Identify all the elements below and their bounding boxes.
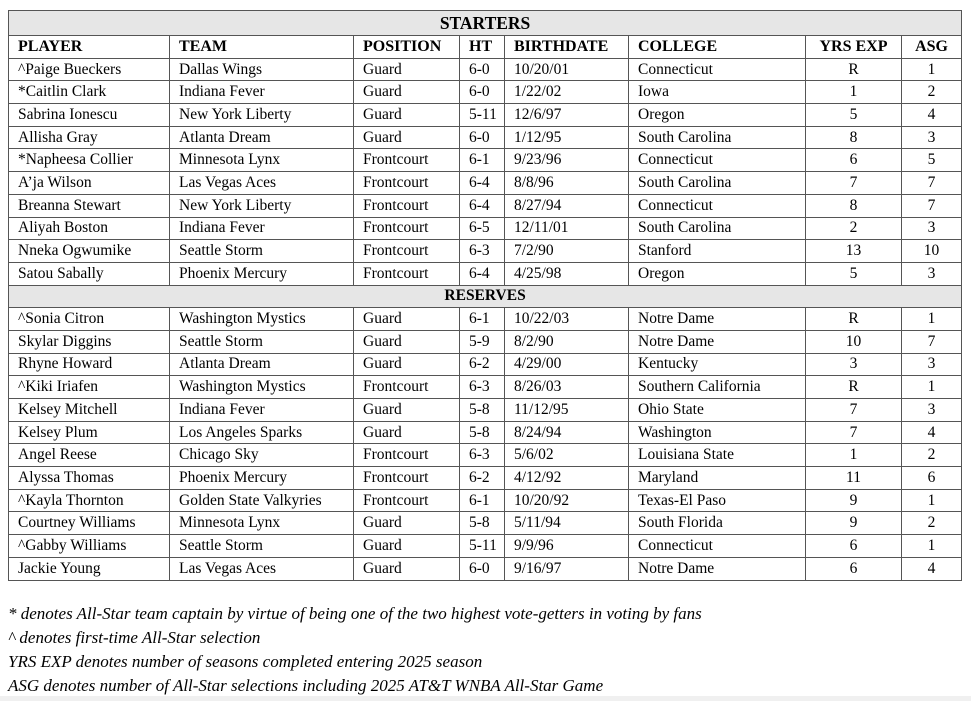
cell-asg: 2 (902, 512, 962, 535)
cell-birthdate: 8/2/90 (505, 330, 629, 353)
cell-birthdate: 1/12/95 (505, 126, 629, 149)
cell-team: Washington Mystics (170, 308, 354, 331)
cell-position: Guard (354, 535, 460, 558)
cell-college: Connecticut (629, 535, 806, 558)
cell-player: Alyssa Thomas (9, 467, 170, 490)
footnotes (8, 602, 702, 698)
table-row (9, 353, 962, 376)
cell-position: Frontcourt (354, 444, 460, 467)
cell-player: ^Kayla Thornton (9, 489, 170, 512)
cell-ht: 6-1 (460, 308, 505, 331)
cell-birthdate: 8/26/03 (505, 376, 629, 399)
column-header-position: POSITION (354, 36, 460, 59)
cell-college: Oregon (629, 262, 806, 285)
cell-yrs-exp: R (806, 58, 902, 81)
cell-college: South Carolina (629, 126, 806, 149)
cell-asg: 7 (902, 172, 962, 195)
cell-team: Phoenix Mercury (170, 467, 354, 490)
cell-team: Dallas Wings (170, 58, 354, 81)
table-row (9, 308, 962, 331)
cell-team: Las Vegas Aces (170, 557, 354, 580)
cell-player: Courtney Williams (9, 512, 170, 535)
column-header-team: TEAM (170, 36, 354, 59)
cell-yrs-exp: 10 (806, 330, 902, 353)
cell-yrs-exp: 5 (806, 104, 902, 127)
cell-birthdate: 4/25/98 (505, 262, 629, 285)
cell-position: Frontcourt (354, 194, 460, 217)
cell-position: Guard (354, 421, 460, 444)
cell-player: Aliyah Boston (9, 217, 170, 240)
cell-ht: 6-1 (460, 489, 505, 512)
cell-birthdate: 9/16/97 (505, 557, 629, 580)
cell-ht: 6-3 (460, 240, 505, 263)
cell-birthdate: 9/9/96 (505, 535, 629, 558)
table-row (9, 535, 962, 558)
cell-birthdate: 10/20/92 (505, 489, 629, 512)
cell-yrs-exp: 7 (806, 172, 902, 195)
cell-player: ^Sonia Citron (9, 308, 170, 331)
cell-asg: 4 (902, 557, 962, 580)
cell-team: Atlanta Dream (170, 126, 354, 149)
cell-position: Guard (354, 399, 460, 422)
cell-asg: 1 (902, 376, 962, 399)
cell-yrs-exp: 1 (806, 444, 902, 467)
cell-position: Guard (354, 353, 460, 376)
cell-birthdate: 12/6/97 (505, 104, 629, 127)
cell-yrs-exp: 1 (806, 81, 902, 104)
cell-ht: 5-8 (460, 512, 505, 535)
cell-birthdate: 8/8/96 (505, 172, 629, 195)
table-row (9, 58, 962, 81)
cell-position: Guard (354, 557, 460, 580)
cell-team: Golden State Valkyries (170, 489, 354, 512)
cell-college: Connecticut (629, 194, 806, 217)
cell-team: Seattle Storm (170, 535, 354, 558)
footnote-first-time: ^ denotes first-time All-Star selection (8, 628, 261, 647)
cell-asg: 7 (902, 330, 962, 353)
cell-ht: 6-2 (460, 467, 505, 490)
cell-position: Frontcourt (354, 376, 460, 399)
cell-player: Allisha Gray (9, 126, 170, 149)
cell-birthdate: 4/29/00 (505, 353, 629, 376)
cell-team: Seattle Storm (170, 330, 354, 353)
cell-college: Ohio State (629, 399, 806, 422)
cell-team: New York Liberty (170, 104, 354, 127)
cell-team: Minnesota Lynx (170, 512, 354, 535)
cell-ht: 6-0 (460, 557, 505, 580)
cell-college: Kentucky (629, 353, 806, 376)
table-row (9, 330, 962, 353)
cell-asg: 2 (902, 444, 962, 467)
cell-ht: 6-0 (460, 58, 505, 81)
cell-birthdate: 8/27/94 (505, 194, 629, 217)
section-reserves-label: RESERVES (9, 285, 962, 308)
table-row (9, 399, 962, 422)
table-row (9, 489, 962, 512)
column-header-asg: ASG (902, 36, 962, 59)
cell-ht: 6-3 (460, 376, 505, 399)
table-row (9, 149, 962, 172)
cell-team: Los Angeles Sparks (170, 421, 354, 444)
table-row (9, 81, 962, 104)
column-header-row (9, 36, 962, 59)
cell-ht: 6-2 (460, 353, 505, 376)
cell-team: Seattle Storm (170, 240, 354, 263)
cell-player: ^Gabby Williams (9, 535, 170, 558)
cell-yrs-exp: 9 (806, 512, 902, 535)
footnote-captain: * denotes All-Star team captain by virtue of being one of the two highest vote-getters in voting by fans (8, 604, 702, 623)
cell-birthdate: 4/12/92 (505, 467, 629, 490)
cell-ht: 6-3 (460, 444, 505, 467)
cell-college: Southern California (629, 376, 806, 399)
table-row (9, 512, 962, 535)
cell-asg: 10 (902, 240, 962, 263)
cell-college: Connecticut (629, 58, 806, 81)
cell-asg: 2 (902, 81, 962, 104)
cell-asg: 3 (902, 126, 962, 149)
table-row (9, 467, 962, 490)
cell-birthdate: 7/2/90 (505, 240, 629, 263)
cell-ht: 5-9 (460, 330, 505, 353)
cell-position: Frontcourt (354, 217, 460, 240)
cell-asg: 7 (902, 194, 962, 217)
cell-birthdate: 5/11/94 (505, 512, 629, 535)
table-row (9, 444, 962, 467)
cell-team: Indiana Fever (170, 217, 354, 240)
cell-college: South Carolina (629, 172, 806, 195)
cell-team: Indiana Fever (170, 81, 354, 104)
cell-ht: 5-11 (460, 104, 505, 127)
cell-yrs-exp: 13 (806, 240, 902, 263)
cell-yrs-exp: 8 (806, 126, 902, 149)
cell-birthdate: 10/20/01 (505, 58, 629, 81)
cell-college: South Florida (629, 512, 806, 535)
cell-team: Atlanta Dream (170, 353, 354, 376)
cell-player: A’ja Wilson (9, 172, 170, 195)
cell-college: South Carolina (629, 217, 806, 240)
cell-position: Guard (354, 104, 460, 127)
cell-position: Frontcourt (354, 489, 460, 512)
all-star-roster-table (8, 10, 962, 581)
cell-ht: 6-4 (460, 172, 505, 195)
cell-college: Stanford (629, 240, 806, 263)
table-row (9, 194, 962, 217)
cell-team: Las Vegas Aces (170, 172, 354, 195)
cell-college: Iowa (629, 81, 806, 104)
cell-birthdate: 9/23/96 (505, 149, 629, 172)
table-row (9, 172, 962, 195)
cell-ht: 5-11 (460, 535, 505, 558)
cell-asg: 1 (902, 58, 962, 81)
cell-position: Guard (354, 330, 460, 353)
cell-yrs-exp: 11 (806, 467, 902, 490)
table-row (9, 262, 962, 285)
column-header-college: COLLEGE (629, 36, 806, 59)
cell-ht: 5-8 (460, 399, 505, 422)
cell-yrs-exp: 6 (806, 557, 902, 580)
column-header-birthdate: BIRTHDATE (505, 36, 629, 59)
bottom-strip (0, 696, 971, 701)
column-header-ht: HT (460, 36, 505, 59)
cell-player: Skylar Diggins (9, 330, 170, 353)
cell-birthdate: 12/11/01 (505, 217, 629, 240)
cell-yrs-exp: 6 (806, 149, 902, 172)
cell-ht: 6-4 (460, 262, 505, 285)
cell-birthdate: 11/12/95 (505, 399, 629, 422)
cell-birthdate: 8/24/94 (505, 421, 629, 444)
cell-yrs-exp: 5 (806, 262, 902, 285)
table-row (9, 376, 962, 399)
cell-team: Washington Mystics (170, 376, 354, 399)
cell-position: Guard (354, 81, 460, 104)
section-reserves (9, 285, 962, 308)
cell-team: Chicago Sky (170, 444, 354, 467)
cell-team: New York Liberty (170, 194, 354, 217)
cell-player: ^Paige Bueckers (9, 58, 170, 81)
table-row (9, 421, 962, 444)
cell-asg: 3 (902, 262, 962, 285)
column-header-yrs-exp: YRS EXP (806, 36, 902, 59)
cell-position: Guard (354, 126, 460, 149)
cell-ht: 5-8 (460, 421, 505, 444)
cell-position: Frontcourt (354, 262, 460, 285)
cell-ht: 6-0 (460, 126, 505, 149)
cell-player: Breanna Stewart (9, 194, 170, 217)
cell-college: Washington (629, 421, 806, 444)
cell-yrs-exp: 8 (806, 194, 902, 217)
cell-college: Notre Dame (629, 557, 806, 580)
footnote-asg: ASG denotes number of All-Star selections including 2025 AT&T WNBA All-Star Game (8, 676, 604, 695)
cell-college: Notre Dame (629, 330, 806, 353)
cell-position: Frontcourt (354, 240, 460, 263)
cell-asg: 6 (902, 467, 962, 490)
cell-college: Notre Dame (629, 308, 806, 331)
cell-asg: 4 (902, 104, 962, 127)
cell-asg: 5 (902, 149, 962, 172)
cell-yrs-exp: 7 (806, 421, 902, 444)
cell-asg: 3 (902, 353, 962, 376)
cell-asg: 3 (902, 217, 962, 240)
cell-player: Nneka Ogwumike (9, 240, 170, 263)
cell-yrs-exp: 3 (806, 353, 902, 376)
cell-ht: 6-0 (460, 81, 505, 104)
cell-college: Connecticut (629, 149, 806, 172)
cell-birthdate: 10/22/03 (505, 308, 629, 331)
cell-team: Indiana Fever (170, 399, 354, 422)
cell-team: Minnesota Lynx (170, 149, 354, 172)
section-starters (9, 11, 962, 36)
cell-ht: 6-5 (460, 217, 505, 240)
cell-ht: 6-1 (460, 149, 505, 172)
cell-player: Rhyne Howard (9, 353, 170, 376)
cell-birthdate: 1/22/02 (505, 81, 629, 104)
cell-player: Satou Sabally (9, 262, 170, 285)
section-starters-label: STARTERS (9, 11, 962, 36)
cell-position: Guard (354, 512, 460, 535)
cell-yrs-exp: 6 (806, 535, 902, 558)
cell-asg: 3 (902, 399, 962, 422)
table-row (9, 557, 962, 580)
cell-yrs-exp: 7 (806, 399, 902, 422)
table-row (9, 217, 962, 240)
cell-player: Angel Reese (9, 444, 170, 467)
cell-college: Texas-El Paso (629, 489, 806, 512)
cell-position: Frontcourt (354, 149, 460, 172)
cell-asg: 1 (902, 489, 962, 512)
cell-yrs-exp: 9 (806, 489, 902, 512)
cell-team: Phoenix Mercury (170, 262, 354, 285)
cell-player: *Napheesa Collier (9, 149, 170, 172)
cell-position: Frontcourt (354, 172, 460, 195)
cell-position: Guard (354, 308, 460, 331)
table-row (9, 104, 962, 127)
cell-ht: 6-4 (460, 194, 505, 217)
cell-asg: 4 (902, 421, 962, 444)
cell-position: Frontcourt (354, 467, 460, 490)
cell-player: ^Kiki Iriafen (9, 376, 170, 399)
cell-player: *Caitlin Clark (9, 81, 170, 104)
cell-player: Kelsey Plum (9, 421, 170, 444)
cell-college: Louisiana State (629, 444, 806, 467)
footnote-yrs-exp: YRS EXP denotes number of seasons completed entering 2025 season (8, 652, 483, 671)
cell-player: Kelsey Mitchell (9, 399, 170, 422)
cell-yrs-exp: 2 (806, 217, 902, 240)
cell-yrs-exp: R (806, 308, 902, 331)
cell-player: Sabrina Ionescu (9, 104, 170, 127)
cell-college: Oregon (629, 104, 806, 127)
cell-college: Maryland (629, 467, 806, 490)
column-header-player: PLAYER (9, 36, 170, 59)
cell-asg: 1 (902, 308, 962, 331)
cell-position: Guard (354, 58, 460, 81)
table-row (9, 126, 962, 149)
table-row (9, 240, 962, 263)
cell-yrs-exp: R (806, 376, 902, 399)
cell-asg: 1 (902, 535, 962, 558)
cell-birthdate: 5/6/02 (505, 444, 629, 467)
cell-player: Jackie Young (9, 557, 170, 580)
